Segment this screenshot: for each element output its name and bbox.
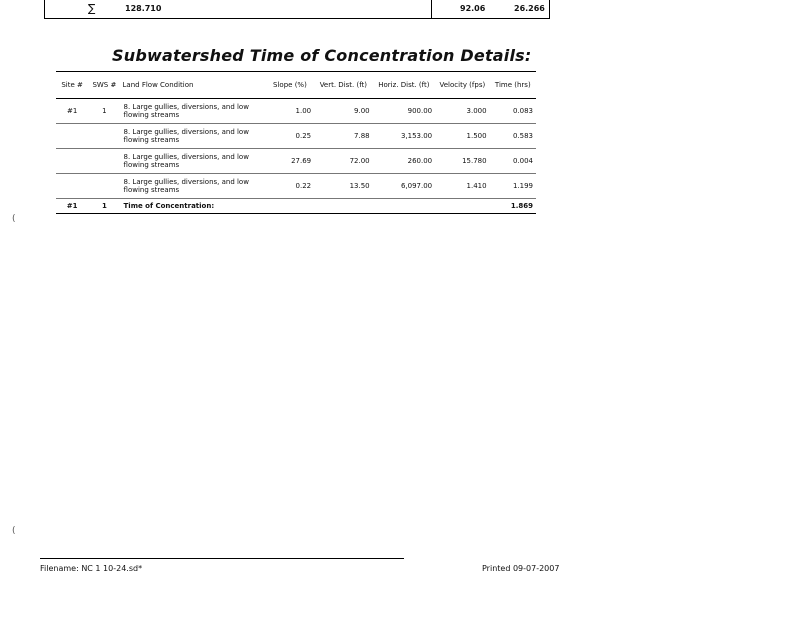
cell-slope: 27.69 xyxy=(266,149,314,174)
footer-printed-date: Printed 09-07-2007 xyxy=(482,564,560,573)
header-slope: Slope (%) xyxy=(266,72,314,99)
header-sws: SWS # xyxy=(88,72,120,99)
cell-sws xyxy=(88,149,120,174)
header-time: Time (hrs) xyxy=(490,72,536,99)
sum-symbol: ∑ xyxy=(88,2,96,15)
cell-time: 0.083 xyxy=(490,99,536,124)
total-row xyxy=(56,199,536,214)
header-vert-dist: Vert. Dist. (ft) xyxy=(314,72,372,99)
cell-time: 1.199 xyxy=(490,174,536,199)
total-label: Time of Concentration: xyxy=(121,199,266,214)
cell-velocity: 1.410 xyxy=(435,174,489,199)
cell-velocity: 1.500 xyxy=(435,124,489,149)
cell-condition: 8. Large gullies, diversions, and low flowing streams xyxy=(121,149,266,174)
total-time: 1.869 xyxy=(490,199,536,214)
table-row xyxy=(56,99,536,124)
cell-condition: 8. Large gullies, diversions, and low flowing streams xyxy=(121,174,266,199)
header-horiz-dist: Horiz. Dist. (ft) xyxy=(373,72,436,99)
summary-col-b: 26.266 xyxy=(514,4,545,13)
table-row xyxy=(56,149,536,174)
cell-sws: 1 xyxy=(88,99,120,124)
cell-velocity: 3.000 xyxy=(435,99,489,124)
cell-site: #1 xyxy=(56,99,88,124)
header-condition: Land Flow Condition xyxy=(121,72,266,99)
cell-vert: 7.88 xyxy=(314,124,372,149)
scan-mark: ( xyxy=(12,214,16,224)
cell-sws xyxy=(88,124,120,149)
total-site: #1 xyxy=(56,199,88,214)
time-of-concentration-table xyxy=(56,71,536,214)
cell-condition: 8. Large gullies, diversions, and low flowing streams xyxy=(121,124,266,149)
header-velocity: Velocity (fps) xyxy=(435,72,489,99)
summary-strip xyxy=(44,0,550,19)
cell-sws xyxy=(88,174,120,199)
cell-site xyxy=(56,174,88,199)
footer-divider xyxy=(40,558,404,559)
cell-vert: 13.50 xyxy=(314,174,372,199)
total-sws: 1 xyxy=(88,199,120,214)
cell-vert: 9.00 xyxy=(314,99,372,124)
table-row xyxy=(56,174,536,199)
table-header-row xyxy=(56,72,536,99)
scan-mark: ( xyxy=(12,526,16,536)
cell-velocity: 15.780 xyxy=(435,149,489,174)
cell-horiz: 900.00 xyxy=(373,99,436,124)
table-row xyxy=(56,124,536,149)
summary-col-a: 92.06 xyxy=(460,4,486,13)
cell-vert: 72.00 xyxy=(314,149,372,174)
header-site: Site # xyxy=(56,72,88,99)
cell-time: 0.583 xyxy=(490,124,536,149)
summary-divider xyxy=(431,0,432,18)
cell-horiz: 3,153.00 xyxy=(373,124,436,149)
cell-slope: 0.22 xyxy=(266,174,314,199)
cell-horiz: 260.00 xyxy=(373,149,436,174)
page-title: Subwatershed Time of Concentration Details: xyxy=(112,46,532,65)
summary-total-area: 128.710 xyxy=(125,4,162,13)
cell-site xyxy=(56,149,88,174)
cell-slope: 0.25 xyxy=(266,124,314,149)
footer-filename: Filename: NC 1 10-24.sd* xyxy=(40,564,143,573)
cell-condition: 8. Large gullies, diversions, and low flowing streams xyxy=(121,99,266,124)
cell-horiz: 6,097.00 xyxy=(373,174,436,199)
cell-time: 0.004 xyxy=(490,149,536,174)
cell-site xyxy=(56,124,88,149)
cell-slope: 1.00 xyxy=(266,99,314,124)
